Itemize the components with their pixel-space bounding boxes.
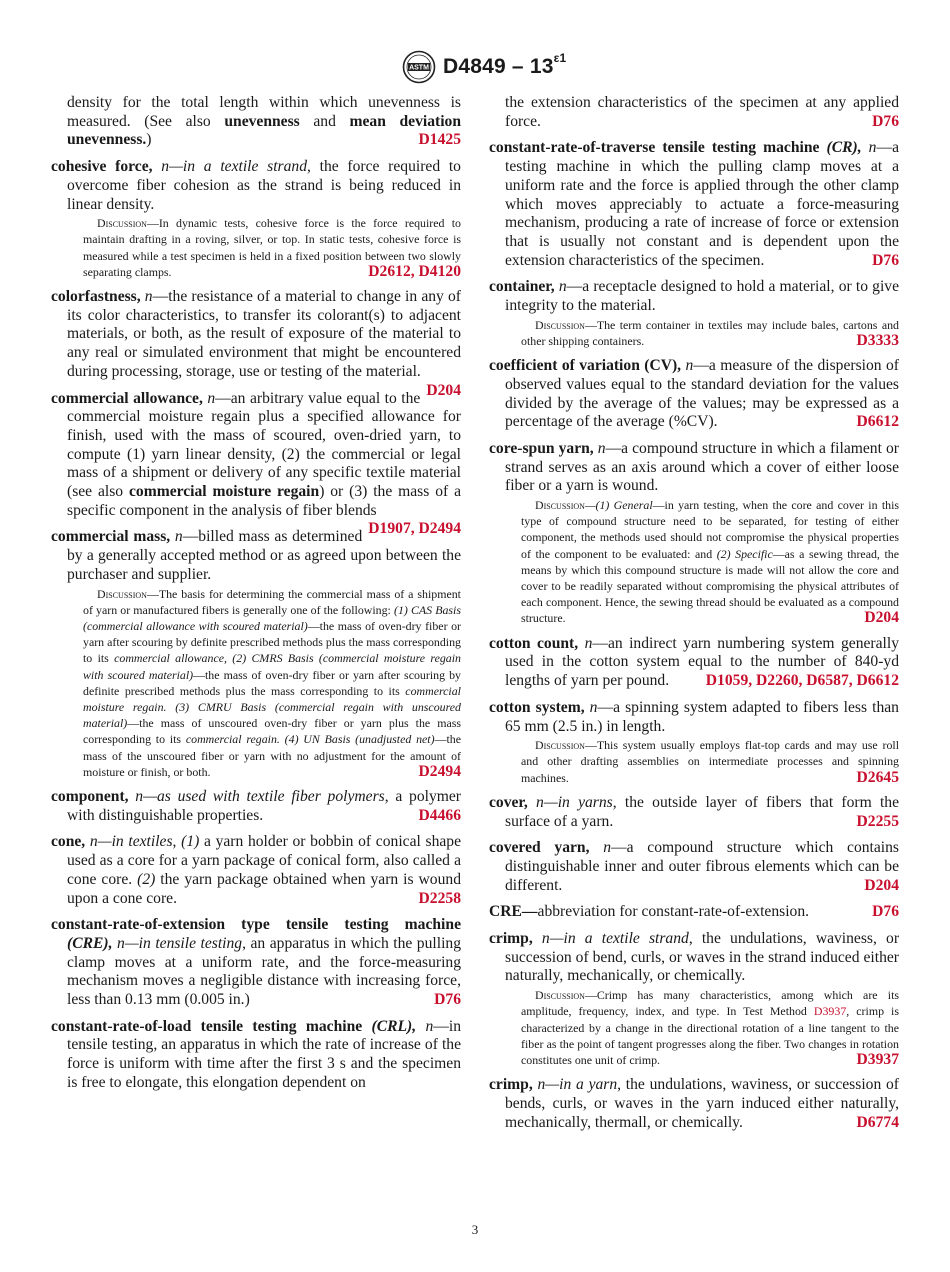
standard-reference[interactable]: D2255 — [856, 812, 899, 830]
standard-reference[interactable]: D4466 — [418, 806, 461, 824]
entry-cover: cover, n—in yarns, the outside layer of fibers that form the surface of a yarn. D2255 — [489, 793, 899, 830]
standard-reference[interactable]: D3333 — [856, 331, 899, 349]
standard-reference[interactable]: D76 — [872, 251, 899, 269]
right-column — [489, 94, 899, 1140]
term: constant-rate-of-load tensile testing machine — [51, 1017, 372, 1035]
term: cone, — [51, 833, 86, 851]
term: commercial mass, — [51, 528, 171, 546]
entry-cre-machine: constant-rate-of-extension type tensile testing machine (CRE), n—in tensile testing, an apparatus in which the pulling clamp moves at a uniform rate, and the force-measuring mechanism moves a negligible distance with increasing force, less than 0.13 mm (0.005 in.) D76 — [51, 916, 461, 1009]
standard-reference[interactable]: D1425 — [418, 131, 461, 149]
test-method-link[interactable]: D3937 — [813, 1004, 847, 1019]
entry-cone: cone, n—in textiles, (1) a yarn holder or bobbin of conical shape used as a core for a yarn package of conical form, also called a cone core. (2) the yarn package obtained when yarn is wound upon a cone core. D2258 — [51, 833, 462, 907]
entry-crimp-textile-strand: crimp, n—in a textile strand, the undulations, waviness, or succession of bend, curls, or waves in the strand induced either naturally, mechanically, or chemically. Discussion—Crimp has many characteristics, among which are its amplitude, frequency, index, and type. In Test Method D3937, crimp is characterized by a change in the directional rotation of a line tangent to the fiber as the point of tangent progresses along the fiber. Two changes in rotation constitutes one unit of crimp. D3937 — [489, 930, 900, 1068]
page-number: 3 — [471, 1222, 479, 1237]
term: CRE— — [489, 903, 538, 921]
term: container, — [489, 278, 555, 296]
standard-references: D1907, D2494 — [368, 520, 461, 538]
discussion: Discussion—The term container in textiles may include bales, cartons and other shipping containers. D3333 — [521, 317, 899, 349]
entry-cotton-system: cotton system, n—a spinning system adapted to fibers less than 65 mm (2.5 in.) in length. Discussion—This system usually employs flat-top cards and may use roll and other drafting assemblies on intermediate processes and spinning machines. D2645 — [489, 698, 899, 786]
standard-reference[interactable]: D204 — [426, 381, 461, 399]
discussion: Discussion—(1) General—in yarn testing, when the core and cover in this type of compound structure need to be separated, for testing of either component, the methods used should not compromise the physical properties of the component to be evaluated: and (2) Specific—as a sewing thread, the means by which this compound structure is made will not allow the core and cover to be readily separated without compromising the physical attributes of each component. Hence, the sewing thread should be evaluated as a compound structure. D204 — [521, 498, 899, 627]
entry-crl-continuation: the extension characteristics of the specimen at any applied force. D76 — [505, 94, 899, 130]
standard-reference[interactable]: D204 — [864, 876, 899, 894]
entry-crimp-yarn: crimp, n—in a yarn, the undulations, waviness, or succession of bends, curls, or waves in the yarn induced either naturally, mechanically, thermall, or chemically. D6774 — [489, 1076, 899, 1131]
term: covered yarn, — [489, 839, 590, 857]
standard-references: D2612, D4120 — [368, 262, 461, 280]
standard-reference[interactable]: D204 — [864, 609, 899, 627]
standard-reference[interactable]: D3937 — [856, 1050, 899, 1068]
term: cover, — [489, 793, 528, 811]
standard-reference[interactable]: D2645 — [856, 768, 899, 786]
discussion: Discussion—In dynamic tests, cohesive force is the force required to maintain drafting in a roving, silver, or top. In static tests, cohesive force is measured while a test specimen is held in a fixed position between two slowly separating clamps. D2612, D4120 — [83, 216, 461, 280]
entry-cre: CRE—abbreviation for constant-rate-of-extension. D76 — [489, 903, 899, 921]
standard-reference[interactable]: D2258 — [418, 889, 461, 907]
term: coefficient of variation (CV), — [489, 357, 682, 375]
standard-reference[interactable]: D6612 — [856, 413, 899, 431]
entry-commercial-allowance: commercial allowance, n—an arbitrary value equal to the commercial moisture regain plus a specified allowance for finish, used with the mass of scoured, oven-dried yarn, to compute (1) yarn linear density, (2) the commercial or legal mass of a shipment or delivery of any specific textile material (see also commercial moisture regain) or (3) the mass of a specific component in the analysis of fiber blends D1907, D2494 — [51, 389, 461, 538]
left-column — [51, 94, 461, 1101]
term: core-spun yarn, — [489, 439, 594, 457]
entry-colorfastness: colorfastness, n—the resistance of a material to change in any of its color characteristics, to transfer its colorant(s) to adjacent materials, or both, as the result of exposure of the material to any real or simulated environment that might be encountered during processing, storage, use or testing of the material. D204 — [51, 288, 461, 399]
document-designation: $D4849 - 13^{\varepsilon 1}$ — [443, 51, 567, 78]
standard-reference[interactable]: D6774 — [856, 1113, 899, 1131]
entry-commercial-mass: commercial mass, n—billed mass as determined by a generally accepted method or as agreed upon between the purchaser and supplier. Discussion—The basis for determining the commercial mass of a shipment of yarn or manufactured fibers is generally one of the following: (1) CAS Basis (commercial allowance with scoured material)—the mass of oven-dry fiber or yarn after scouring by definite prescribed methods plus the mass corresponding to its commercial allowance, (2) CMRS Basis (commercial moisture regain with scoured material)—the mass of oven-dry fiber or yarn after scouring by definite prescribed methods plus the mass corresponding to its commercial moisture regain. (3) CMRU Basis (commercial regain with unscoured material)—the mass of unscoured oven-dry fiber or yarn plus the mass corresponding to its commercial regain. (4) UN Basis (unadjusted net)—the mass of the unscoured fiber or yarn with no adjustment for the amount of moisture or finish, or both. D2494 — [51, 528, 462, 780]
discussion: Discussion—Crimp has many characteristics, among which are its amplitude, frequency, index, and type. In Test Method D3937, crimp is characterized by a change in the directional rotation of a line tangent to the fiber as the point of tangent progresses along the fiber. Two changes in rotation constitutes one unit of crimp. D3937 — [521, 988, 899, 1068]
standard-references: D1059, D2260, D6587, D6612 — [705, 672, 899, 690]
standard-reference[interactable]: D2494 — [418, 762, 461, 780]
term: cohesive force, — [51, 158, 153, 176]
term: colorfastness, — [51, 288, 141, 306]
entry-covered-yarn: covered yarn, n—a compound structure which contains distinguishable inner and outer fibrous elements which can be different. D204 — [489, 839, 899, 894]
term: cotton count, — [489, 634, 579, 652]
entry-container: container, n—a receptacle designed to hold a material, or to give integrity to the material. Discussion—The term container in textiles may include bales, cartons and other shipping containers. D3333 — [489, 278, 899, 349]
discussion: Discussion—This system usually employs flat-top cards and may use roll and other drafting assemblies on intermediate processes and spinning machines. D2645 — [521, 738, 899, 786]
standard-reference[interactable]: D76 — [872, 112, 899, 130]
entry-component: component, n—as used with textile fiber polymers, a polymer with distinguishable properties. D4466 — [51, 788, 461, 824]
standard-reference[interactable]: D76 — [872, 903, 899, 921]
entry-cr-machine: constant-rate-of-traverse tensile testing machine (CR), n—a testing machine in which the pulling clamp moves at a uniform rate and the force is applied through the other clamp which moves appreciably to actuate a force-measuring mechanism, producing a rate of increase of force or extension that is usually not constant and is dependent upon the extension characteristics of the specimen. D76 — [489, 139, 899, 269]
term: crimp, — [489, 930, 533, 948]
term: cotton system, — [489, 698, 585, 716]
entry-core-spun-yarn: core-spun yarn, n—a compound structure in which a filament or strand serves as an axis around which a cover of either loose fiber or a yarn is wound. Discussion—(1) General—in yarn testing, when the core and cover in this type of compound structure need to be separated, for testing of either component, the methods used should not compromise the physical properties of the component to be evaluated: and (2) Specific—as a sewing thread, the means by which this compound structure is made will not allow the core and cover to be readily separated without compromising the physical attributes of each component. Hence, the sewing thread should be evaluated as a compound structure. D204 — [489, 439, 899, 627]
term: commercial allowance, — [51, 389, 203, 407]
term: constant-rate-of-extension type tensile testing machine — [51, 916, 461, 934]
entry-cohesive-force: cohesive force, n—in a textile strand, the force required to overcome fiber cohesion as the strand is being reduced in linear density. Discussion—In dynamic tests, cohesive force is the force required to maintain drafting in a roving, silver, or top. In static tests, cohesive force is measured while a test specimen is held in a fixed position between two slowly separating clamps. D2612, D4120 — [51, 158, 461, 280]
entry-coefficient-of-variation: coefficient of variation (CV), n—a measure of the dispersion of observed values equal to the standard deviation for the values divided by the average of the values; may be expressed as a percentage of the average (%CV). D6612 — [489, 357, 899, 431]
svg-text:ASTM: ASTM — [409, 64, 429, 72]
standard-reference[interactable]: D76 — [434, 991, 461, 1009]
term: component, — [51, 788, 129, 806]
discussion: Discussion—The basis for determining the commercial mass of a shipment of yarn or manufactured fibers is generally one of the following: (1) CAS Basis (commercial allowance with scoured material)—the mass of oven-dry fiber or yarn after scouring by definite prescribed methods plus the mass corresponding to its commercial allowance, (2) CMRS Basis (commercial moisture regain with scoured material)—the mass of oven-dry fiber or yarn after scouring by definite prescribed methods plus the mass corresponding to its commercial moisture regain. (3) CMRU Basis (commercial regain with unscoured material)—the mass of unscoured oven-dry fiber or yarn plus the mass corresponding to its commercial regain. (4) UN Basis (unadjusted net)—the mass of the unscoured fiber or yarn with no adjustment for the amount of moisture or finish, or both. D2494 — [83, 586, 462, 780]
page-header — [0, 50, 950, 86]
entry-unevenness-continuation: density for the total length within which unevenness is measured. (See also unevenness and mean deviation unevenness.) D1425 — [67, 94, 462, 149]
term: constant-rate-of-traverse tensile testing machine — [489, 139, 827, 157]
astm-logo-icon — [402, 50, 436, 84]
entry-crl-machine: constant-rate-of-load tensile testing machine (CRL), n—in tensile testing, an apparatus in which the rate of increase of the force is uniform with time after the first 3 s and the specimen is free to elongate, this elongation dependent on — [51, 1017, 461, 1091]
entry-cotton-count: cotton count, n—an indirect yarn numbering system generally used in the cotton system equal to the number of 840-yd lengths of yarn per pound. D1059, D2260, D6587, D6612 — [489, 634, 899, 690]
term: crimp, — [489, 1076, 533, 1094]
